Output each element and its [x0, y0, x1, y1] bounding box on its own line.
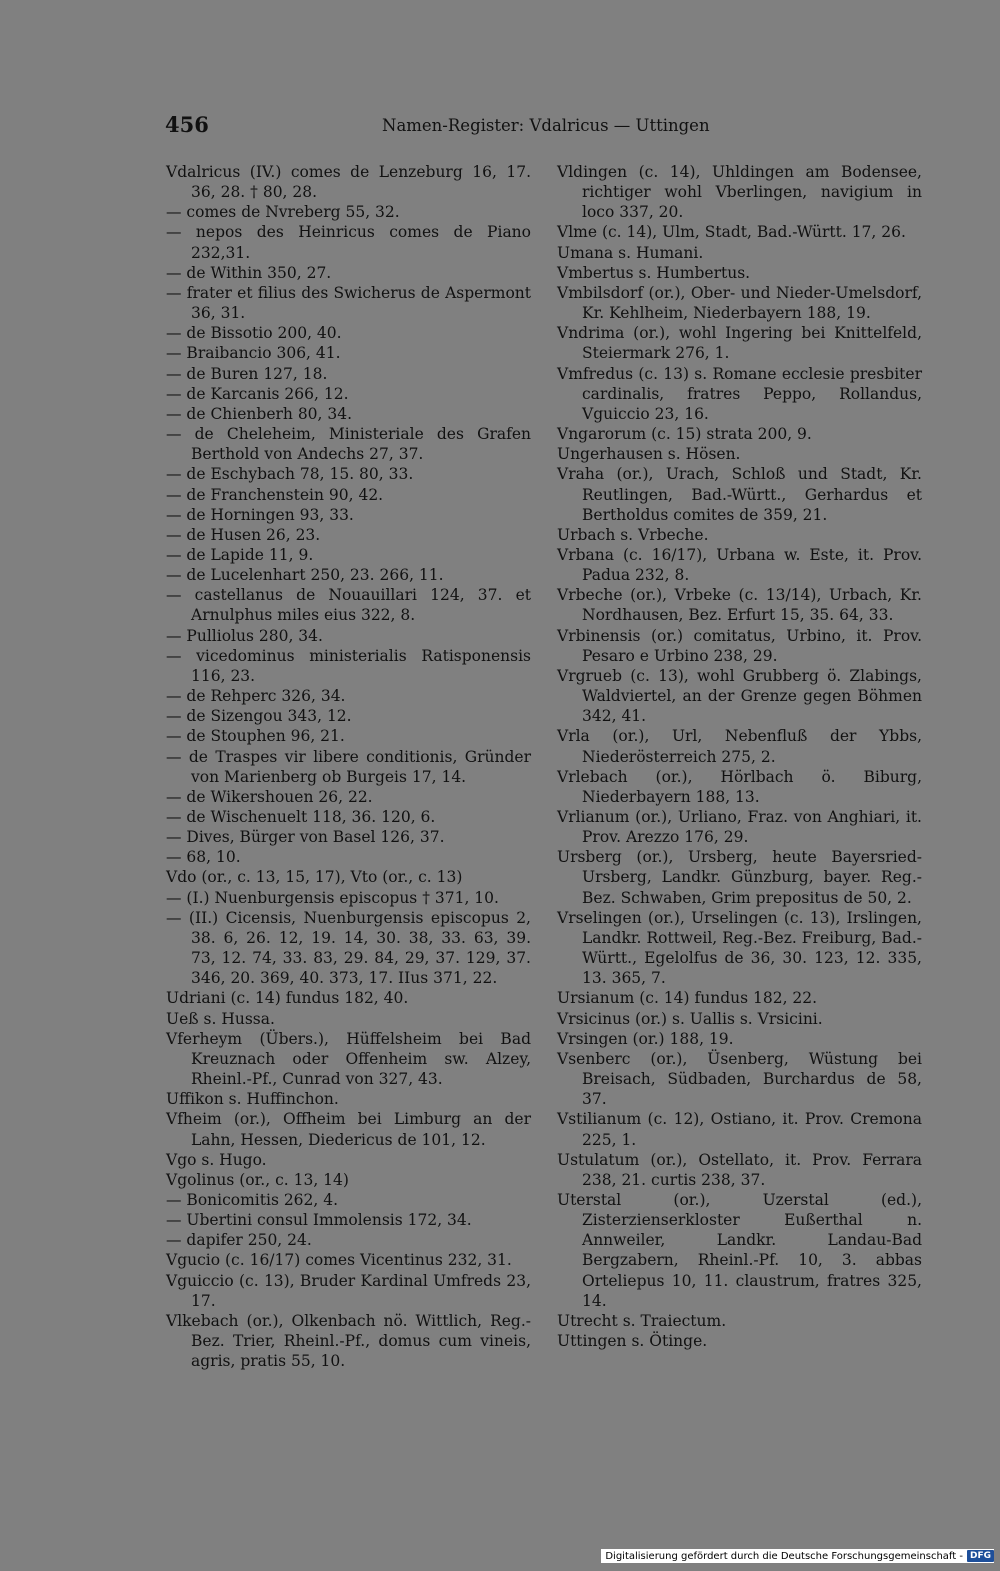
index-entry: Vrgrueb (c. 13), wohl Grubberg ö. Zlabings, Waldviertel, an der Grenze gegen Böhmen 342, 41. [557, 666, 922, 726]
index-entry: Vrbana (c. 16/17), Urbana w. Este, it. Prov. Padua 232, 8. [557, 545, 922, 585]
index-entry: Vfheim (or.), Offheim bei Limburg an der Lahn, Hessen, Diedericus de 101, 12. [166, 1110, 531, 1149]
index-entry: — nepos des Heinricus comes de Piano 232,31. [166, 223, 531, 262]
index-entry: — de Chienberh 80, 34. [166, 404, 353, 423]
index-column-right [557, 162, 922, 1351]
index-entry: — (I.) Nuenburgensis episcopus † 371, 10. [166, 888, 499, 907]
index-entry: Utrecht s. Traiectum. [557, 1311, 727, 1330]
index-entry: Vraha (or.), Urach, Schloß und Stadt, Kr. Reutlingen, Bad.-Württ., Gerhardus et Bertholdus comites de 359, 21. [557, 465, 922, 524]
index-entry: — de Lucelenhart 250, 23. 266, 11. [166, 566, 444, 585]
index-entry: — de Franchenstein 90, 42. [166, 485, 384, 504]
index-entry: Vrbinensis (or.) comitatus, Urbino, it. Prov. Pesaro e Urbino 238, 29. [557, 626, 922, 665]
index-entry: Udriani (c. 14) fundus 182, 40. [166, 989, 409, 1008]
index-entry: Vrlebach (or.), Hörlbach ö. Biburg, Niederbayern 188, 13. [557, 767, 922, 806]
index-entry: — de Rehperc 326, 34. [166, 687, 346, 706]
index-entry: — de Eschybach 78, 15. 80, 33. [166, 465, 414, 484]
index-entry: Uttingen s. Ötinge. [557, 1332, 708, 1351]
index-entry: Vdalricus (IV.) comes de Lenzeburg 16, 17. 36, 28. † 80, 28. [166, 163, 531, 202]
index-entry: — de Karcanis 266, 12. [166, 384, 349, 403]
index-entry: Urbach s. Vrbeche. [557, 525, 709, 544]
index-entry: — frater et filius des Swicherus de Aspermont 36, 31. [166, 283, 531, 323]
index-entry: — de Stouphen 96, 21. [166, 727, 345, 746]
index-entry: Vferheym (Übers.), Hüffelsheim bei Bad Kreuznach oder Offenheim sw. Alzey, Rheinl.-Pf., Cunrad von 327, 43. [166, 1029, 531, 1089]
index-entry: — de Buren 127, 18. [166, 364, 328, 383]
index-entry: — de Wischenuelt 118, 36. 120, 6. [166, 808, 436, 826]
index-entry: Vrla (or.), Url, Nebenfluß der Ybbs, Niederösterreich 275, 2. [557, 727, 922, 766]
index-entry: — de Traspes vir libere conditionis, Gründer von Marienberg ob Burgeis 17, 14. [166, 747, 531, 786]
index-entry: Ursianum (c. 14) fundus 182, 22. [557, 989, 818, 1008]
index-entry: — castellanus de Nouauillari 124, 37. et Arnulphus miles eius 322, 8. [166, 586, 531, 625]
index-entry: — de Bissotio 200, 40. [166, 324, 342, 343]
index-entry: Umana s. Humani. [557, 243, 704, 262]
index-entry: Ustulatum (or.), Ostellato, it. Prov. Ferrara 238, 21. curtis 238, 37. [557, 1150, 922, 1189]
index-entry: — comes de Nvreberg 55, 32. [166, 203, 400, 222]
index-entry: — de Husen 26, 23. [166, 525, 321, 544]
index-entry: Uterstal (or.), Uzerstal (ed.), Zisterzienserkloster Eußerthal n. Annweiler, Landkr. Landau-Bad Bergzabern, Rheinl.-Pf. 10, 3. abbas Orteliepus 10, 11. claustrum, fratres 325, 14. [557, 1190, 922, 1310]
index-entry: Vndrima (or.), wohl Ingering bei Knittelfeld, Steiermark 276, 1. [557, 324, 922, 363]
index-entry: Vgolinus (or., c. 13, 14) [166, 1170, 349, 1189]
dfg-logo: DFG [967, 1550, 994, 1562]
index-entry: Vdo (or., c. 13, 15, 17), Vto (or., c. 13) [166, 868, 463, 887]
index-entry: Vrsingen (or.) 188, 19. [557, 1029, 734, 1048]
index-entry: — de Within 350, 27. [166, 263, 332, 282]
index-entry: Vsenberc (or.), Üsenberg, Wüstung bei Breisach, Südbaden, Burchardus de 58, 37. [557, 1049, 922, 1109]
index-entry: — Dives, Bürger von Basel 126, 37. [166, 828, 445, 847]
index-entry: — de Horningen 93, 33. [166, 505, 354, 524]
index-entry: — de Lapide 11, 9. [166, 545, 314, 564]
index-entry: Vmbertus s. Humbertus. [557, 263, 751, 282]
index-entry: Vmbilsdorf (or.), Ober- und Nieder-Umelsdorf, Kr. Kehlheim, Niederbayern 188, 19. [557, 283, 922, 323]
index-entry: — Bonicomitis 262, 4. [166, 1190, 339, 1209]
index-entry: Vrsicinus (or.) s. Uallis s. Vrsicini. [557, 1009, 823, 1028]
index-entry: Vrbeche (or.), Vrbeke (c. 13/14), Urbach, Kr. Nordhausen, Bez. Erfurt 15, 35. 64, 33. [557, 586, 922, 625]
index-entry: Vlkebach (or.), Olkenbach nö. Wittlich, Reg.-Bez. Trier, Rheinl.-Pf., domus cum vineis, agris, pratis 55, 10. [166, 1311, 531, 1371]
index-entry: Uffikon s. Huffinchon. [166, 1090, 339, 1109]
index-entry: Vgo s. Hugo. [166, 1150, 267, 1169]
index-entry: — (II.) Cicensis, Nuenburgensis episcopus 2, 38. 6, 26. 12, 19. 14, 30. 38, 33. 63, 39. 73, 12. 74, 33. 83, 29. 84, 29, 37. 129, 37. 346, 20. 369, 40. 373, 17. IIus 371, 22. [166, 908, 531, 988]
index-entry: Vldingen (c. 14), Uhldingen am Bodensee, richtiger wohl Vberlingen, navigium in loco 337, 20. [557, 163, 922, 222]
index-entry: — de Wikershouen 26, 22. [166, 787, 373, 806]
index-entry: — Pulliolus 280, 34. [166, 626, 323, 645]
index-entry: Ueß s. Hussa. [166, 1009, 275, 1028]
index-entry: Vrlianum (or.), Urliano, Fraz. von Anghiari, it. Prov. Arezzo 176, 29. [557, 808, 922, 847]
index-entry: Ursberg (or.), Ursberg, heute Bayersried-Ursberg, Landkr. Günzburg, bayer. Reg.-Bez. Schwaben, Grim prepositus de 50, 2. [557, 848, 922, 907]
index-entry: Vguiccio (c. 13), Bruder Kardinal Umfreds 23, 17. [166, 1271, 531, 1310]
index-entry: Vlme (c. 14), Ulm, Stadt, Bad.-Württ. 17, 26. [557, 223, 906, 242]
index-entry: Vrselingen (or.), Urselingen (c. 13), Irslingen, Landkr. Rottweil, Reg.-Bez. Freiburg, Bad.-Württ., Egelolfus de 36, 30. 123, 12. 335, 13. 365, 7. [557, 908, 922, 988]
index-column-left [166, 162, 531, 1371]
index-entry: — Ubertini consul Immolensis 172, 34. [166, 1211, 472, 1230]
index-entry: — vicedominus ministerialis Ratisponensis 116, 23. [166, 646, 531, 685]
index-entry: Ungerhausen s. Hösen. [557, 445, 741, 464]
index-entry: — de Cheleheim, Ministeriale des Grafen Berthold von Andechs 27, 37. [166, 425, 531, 464]
footer-text: Digitalisierung gefördert durch die Deutsche Forschungsgemeinschaft - [605, 1550, 963, 1562]
index-entry: — dapifer 250, 24. [166, 1231, 312, 1250]
funding-footer [601, 1549, 994, 1563]
index-entry: Vmfredus (c. 13) s. Romane ecclesie presbiter cardinalis, fratres Peppo, Rollandus, Vguiccio 23, 16. [557, 364, 922, 423]
index-entry: — 68, 10. [166, 848, 241, 867]
page-number: 456 [165, 112, 209, 137]
running-title: Namen-Register: Vdalricus — Uttingen [382, 116, 710, 135]
index-entry: — Braibancio 306, 41. [166, 344, 341, 363]
index-entry: Vstilianum (c. 12), Ostiano, it. Prov. Cremona 225, 1. [557, 1110, 922, 1149]
index-entry: Vngarorum (c. 15) strata 200, 9. [557, 425, 812, 444]
index-entry: Vgucio (c. 16/17) comes Vicentinus 232, 31. [166, 1251, 512, 1270]
index-entry: — de Sizengou 343, 12. [166, 707, 352, 726]
